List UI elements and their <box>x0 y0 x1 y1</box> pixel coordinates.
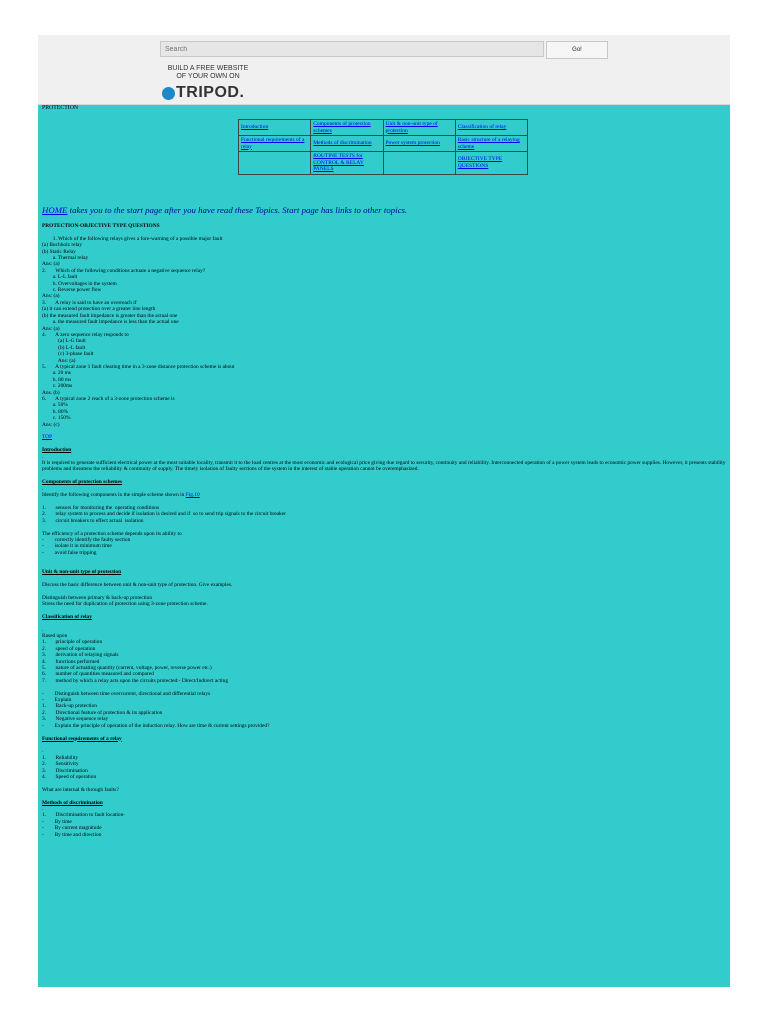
text-line: . <box>42 485 44 492</box>
promo-line-2: OF YOUR OWN ON <box>176 73 240 80</box>
home-link[interactable]: HOME <box>42 205 68 215</box>
text-line: 2. speed of operation <box>42 645 96 652</box>
text-line: 4. A zero sequence relay responds to <box>42 331 129 338</box>
text-line: 3. circuit breakers to effect actual isolation <box>42 517 144 524</box>
nav-link[interactable]: Functional requirements of a relay <box>241 137 305 150</box>
text-line: b. Overvoltages in the system <box>42 280 117 287</box>
text-line: 4. Speed of operation <box>42 773 97 780</box>
text-line: 1. Which of the following relays gives a fore-warning of a possible major fault <box>42 235 223 242</box>
text-line: 3. A relay is said to have an overreach if <box>42 299 137 306</box>
text-line: - Explain the principle of operation of the induction relay. How are time & current settings provided? <box>42 722 270 729</box>
nav-link[interactable]: Basic structure of a relaying scheme <box>457 137 520 150</box>
text-line: Ans: (a) <box>42 357 76 364</box>
text-line: 3. Negative sequence relay <box>42 716 109 723</box>
text-line: b. 80% <box>42 408 69 415</box>
nav-link[interactable]: Components of protection schemes <box>313 121 371 134</box>
text-line: 4. functions performed <box>42 658 100 665</box>
text-line: 6. A typical zone 2 reach of a 3-zone protection scheme is <box>42 395 175 402</box>
nav-cell <box>311 152 383 175</box>
nav-cell <box>239 152 311 175</box>
text-line: 1. Back-up protection <box>42 703 97 710</box>
text-line: - By time and direction <box>42 831 102 838</box>
text-line: (c) 3-phase fault <box>42 351 94 358</box>
text-line: Ans. (b) <box>42 389 60 396</box>
text-line: It is required to generate sufficient electrical power at the most suitable locality, transmit it to the load centres at the most economic and ecological price giving due regard to security, continuity and reliability. Interconnected operation of a power system leads to economic power supplies. However, it presents stability problems and threatens the reliability & continuity of supply. The timely isolation of faulty sections of the system in the interest of stable operation cannot be overemphasized. <box>42 460 726 473</box>
text-line: 2. Sensitivity <box>42 761 79 768</box>
text-line: . <box>42 805 44 812</box>
text-line: - correctly identify the faulty section <box>42 536 131 543</box>
nav-cell <box>311 136 383 152</box>
text-line: a. the measured fault impedance is less than the actual one <box>42 319 179 326</box>
text-line: Discuss the basic difference between unit & non-unit type of protection. Give examples. <box>42 581 233 588</box>
nav-link[interactable]: Introduction <box>241 124 269 131</box>
text-line: 2. relay system to process and decide if isolation is desired and if so to send trip signals to the circuit breaker <box>42 511 286 518</box>
text-line: 5. nature of actuating quantity (current, voltage, power, reverse power etc.) <box>42 665 212 672</box>
text-line: . <box>42 748 44 755</box>
nav-cell <box>383 136 455 152</box>
section-heading: Introduction <box>42 447 72 454</box>
text-line: (a) it can extend protection over a greater line length <box>42 306 156 313</box>
nav-row <box>239 136 528 152</box>
text-line: 1. Discrimination to fault location- <box>42 812 126 819</box>
site-title: PROTECTION <box>42 105 79 111</box>
text-line: a. 50% <box>42 402 68 409</box>
figure-link[interactable]: Fig.10 <box>185 492 200 499</box>
text-line: (b) Static Relay <box>42 248 76 255</box>
text-line: (a) Buchholz relay <box>42 242 83 249</box>
text-line: The efficiency of a protection scheme depends upon its ability to <box>42 530 182 537</box>
text-line: b. 80 ms <box>42 376 72 383</box>
text-line: 2. Directional feature of protection & its application <box>42 709 163 716</box>
text-line: - By current magnitude <box>42 825 102 832</box>
text-line: . <box>42 626 44 633</box>
nav-link[interactable]: Power system protection <box>385 140 440 147</box>
text-line: 1. Reliability <box>42 754 79 761</box>
nav-link[interactable]: Unit & non-unit type of protection <box>385 121 438 134</box>
page-body <box>38 35 730 987</box>
nav-row <box>239 120 528 136</box>
tripod-logo-text: TRIPOD. <box>176 84 245 101</box>
section-heading: Unit & non-unit type of protection <box>42 568 122 575</box>
section-heading: Classification of relay <box>42 613 92 620</box>
main-content <box>42 223 726 838</box>
line-text: Identify the following components in the simple scheme shown in <box>42 492 186 499</box>
text-line: Stress the need for duplication of protection using 3-zone protection scheme. <box>42 600 208 607</box>
section-heading: Components of protection schemes <box>42 479 123 486</box>
section-heading: Functional requirements of a relay <box>42 735 122 742</box>
nav-cell <box>383 152 455 175</box>
nav-cell <box>455 152 527 175</box>
text-line: - isolate it in minimum time <box>42 543 112 550</box>
text-line: 3. derivation of relaying signals <box>42 652 119 659</box>
nav-row <box>239 152 528 175</box>
text-line: 1. principle of operation <box>42 639 103 646</box>
text-line: 3. Discrimination <box>42 767 88 774</box>
text-line: 1. sensors for monitoring the operating conditions <box>42 504 160 511</box>
text-line: - Distinguish between time overcurrent, directional and differential relays <box>42 690 211 697</box>
nav-link[interactable]: Methods of discrimination <box>313 140 372 147</box>
nav-link[interactable]: OBJECTIVE TYPE QUESTIONS <box>457 156 503 169</box>
text-line: Ans: (a) <box>42 261 60 268</box>
topic-nav-table <box>238 119 528 175</box>
section-heading: Methods of discrimination <box>42 799 103 806</box>
home-line <box>42 205 407 215</box>
text-line: a. L-L fault <box>42 274 78 281</box>
nav-cell <box>239 136 311 152</box>
nav-link[interactable]: ROUTINE TESTS for CONTROL & RELAY PANELS <box>313 153 364 172</box>
text-line: What are internal & through faults? <box>42 786 119 793</box>
nav-cell <box>455 120 527 136</box>
text-line: PROTECTION-OBJECTIVE TYPE QUESTIONS <box>42 223 160 229</box>
go-button[interactable]: Go! <box>546 41 608 59</box>
text-line: Ans: (c) <box>42 421 60 428</box>
nav-cell <box>455 136 527 152</box>
home-description: takes you to the start page after you have read these Topics. Start page has links to other topics. <box>67 205 408 215</box>
text-line: Distinguish between primary & back-up protection <box>42 594 153 601</box>
tripod-logo-icon <box>162 87 175 100</box>
text-line: . <box>42 453 44 460</box>
text-line: (b) L-L fault <box>42 344 86 351</box>
nav-cell <box>311 120 383 136</box>
top-link[interactable]: TOP <box>42 434 53 441</box>
nav-link[interactable]: Classification of relay <box>457 124 507 131</box>
text-line: a. Thermal relay <box>42 255 89 262</box>
text-line: - avoid false tripping <box>42 549 97 556</box>
text-line: 7. method by which a relay acts upon the circuits protected:- Direct/Indirect acting <box>42 677 229 684</box>
text-line: Ans: (a) <box>42 325 60 332</box>
tripod-banner <box>38 35 730 105</box>
text-line: 6. number of quantities measured and compared <box>42 671 154 678</box>
text-line: (a) L-G fault <box>42 338 86 345</box>
tripod-logo[interactable] <box>162 85 244 101</box>
promo-text[interactable] <box>166 65 250 81</box>
promo-line-1: BUILD A FREE WEBSITE <box>167 65 249 72</box>
nav-cell <box>383 120 455 136</box>
nav-cell <box>239 120 311 136</box>
text-line: a. 20 ms <box>42 370 71 377</box>
text-line: c. 200ms <box>42 383 73 390</box>
text-line: 5. A typical zone 1 fault clearing time in a 3-zone distance protection scheme is about <box>42 363 235 370</box>
text-line: (b) the measured fault impedance is greater than the actual one <box>42 312 178 319</box>
text-line: - Explain <box>42 697 72 704</box>
text-line: 2. Which of the following conditions actuate a negative sequence relay? <box>42 267 206 274</box>
text-line: Based upon <box>42 633 68 639</box>
text-line: Ans: (a) <box>42 293 60 300</box>
text-line: - By time <box>42 818 72 825</box>
text-line: c. Reverse power flow <box>42 287 102 294</box>
search-input[interactable] <box>160 41 544 57</box>
text-line: c. 150% <box>42 415 71 422</box>
